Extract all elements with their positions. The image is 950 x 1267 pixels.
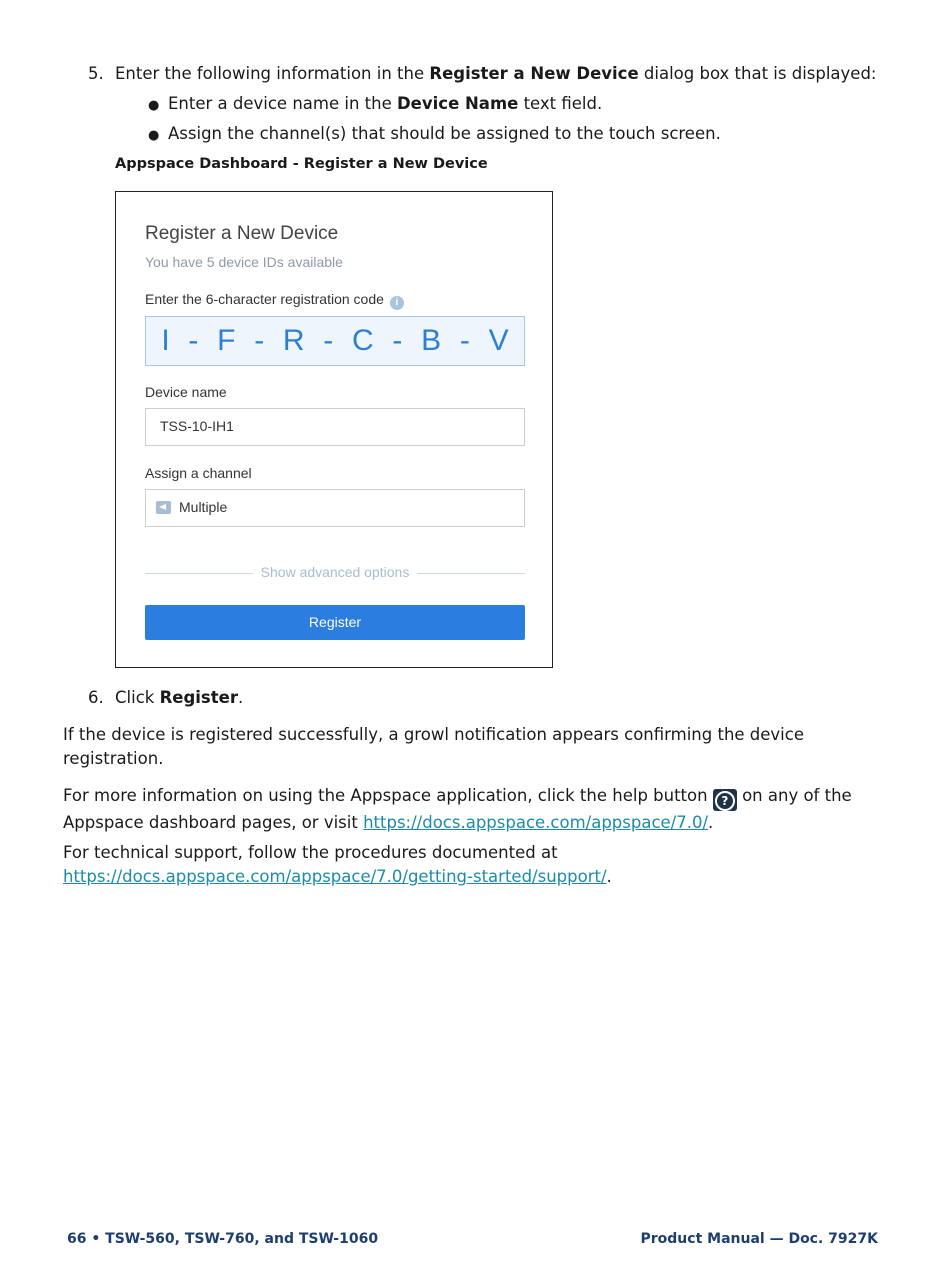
bullet-text: Enter a device name in the	[168, 94, 397, 113]
paragraph-success: If the device is registered successfully, a growl notification appears confirming the device registration.	[63, 725, 804, 768]
paragraph-text: .	[606, 867, 612, 886]
code-char: V	[488, 324, 509, 357]
code-separator: -	[188, 324, 199, 357]
footer-right: Product Manual — Doc. 7927K	[640, 1231, 878, 1247]
paragraph-text: .	[708, 813, 714, 832]
device-name-field[interactable]	[145, 408, 525, 446]
paragraph-help	[63, 784, 883, 835]
info-icon[interactable]: i	[390, 296, 404, 310]
advanced-options-label	[145, 564, 525, 580]
register-device-dialog	[115, 191, 553, 668]
channel-icon	[156, 501, 171, 514]
bullet-item	[148, 123, 721, 147]
footer-left: 66 • TSW-560, TSW-760, and TSW-1060	[67, 1231, 379, 1247]
bullet-text: text field.	[518, 94, 603, 113]
channel-select[interactable]	[145, 489, 525, 527]
paragraph-text: on any of the Appspace dashboard pages, or visit	[63, 786, 852, 832]
figure-caption: Appspace Dashboard - Register a New Device	[115, 156, 488, 172]
paragraph-support	[63, 841, 883, 889]
code-separator: -	[392, 324, 403, 357]
bullet-item	[148, 93, 602, 117]
registration-code-label	[145, 291, 404, 310]
dialog-subtitle: You have 5 device IDs available	[145, 254, 343, 270]
bullet-dot: ●	[148, 128, 160, 143]
device-name-label: Device name	[145, 384, 227, 400]
step-number: 5.	[88, 64, 104, 83]
step-5	[88, 63, 877, 85]
step-6	[88, 687, 243, 709]
registration-code-label-text: Enter the 6-character registration code	[145, 291, 384, 307]
advanced-options-text: Show advanced options	[255, 564, 416, 580]
help-icon: ?	[713, 789, 737, 811]
bullet-text: Assign the channel(s) that should be assigned to the touch screen.	[168, 124, 721, 143]
channel-label: Assign a channel	[145, 465, 252, 481]
code-char: B	[421, 324, 442, 357]
code-separator: -	[459, 324, 470, 357]
register-button[interactable]: Register	[145, 605, 525, 640]
step-text: Click	[115, 688, 160, 707]
step-text: dialog box that is displayed:	[638, 64, 877, 83]
step-number: 6.	[88, 688, 104, 707]
registration-code-input[interactable]	[145, 316, 525, 366]
code-char: R	[282, 324, 305, 357]
paragraph-text: For technical support, follow the procedures documented at	[63, 843, 558, 862]
code-separator: -	[254, 324, 265, 357]
step-text: .	[237, 688, 244, 707]
step-text: Enter the following information in the	[115, 64, 430, 83]
code-separator: -	[323, 324, 334, 357]
code-char: I	[161, 324, 170, 357]
support-link[interactable]: https://docs.appspace.com/appspace/7.0/getting-started/support/	[63, 867, 607, 886]
channel-value: Multiple	[179, 499, 228, 515]
advanced-options-toggle[interactable]	[145, 564, 525, 582]
code-char: F	[217, 324, 236, 357]
step-bold: Register a New Device	[429, 64, 639, 83]
bullet-dot: ●	[148, 98, 160, 113]
code-char: C	[352, 324, 374, 357]
paragraph-text: For more information on using the Appspace application, click the help button	[63, 786, 713, 805]
step-bold: Register	[159, 688, 238, 707]
device-name-value: TSS-10-IH1	[160, 418, 234, 434]
docs-link[interactable]: https://docs.appspace.com/appspace/7.0/	[363, 813, 709, 832]
bullet-bold: Device Name	[396, 94, 519, 113]
dialog-title: Register a New Device	[145, 223, 339, 244]
